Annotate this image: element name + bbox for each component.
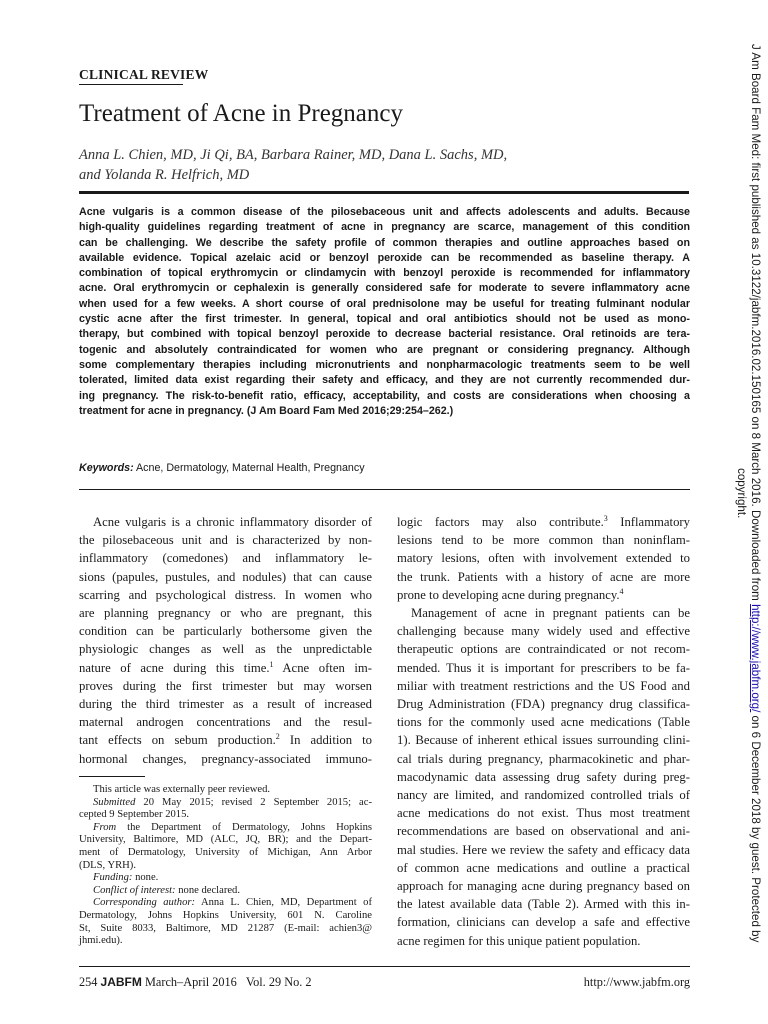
body-line: physiologic changes as well as the unpredictable: [79, 642, 372, 657]
download-notice-text: on 6 December 2018 by guest. Protected by: [749, 712, 762, 943]
body-line: Drug Administration (FDA) pregnancy drug classifica-: [397, 697, 690, 712]
abstract-line: some complementary therapies including micronutrients and nonpharmacologic treatments seem to be well: [79, 358, 690, 371]
body-text: tant effects on sebum production.: [79, 733, 276, 748]
body-line: cal trials during pregnancy, pharmacokinetic and phar-: [397, 751, 690, 766]
download-notice: [734, 44, 762, 942]
body-text: In addition to: [279, 733, 372, 748]
body-line: acne regimen for this unique patient population.: [397, 933, 641, 948]
reference-number: 1: [269, 659, 274, 669]
footnote-label: From: [93, 821, 117, 833]
kicker-underline: [79, 84, 183, 85]
body-line: inflammatory (comedones) and inflammatory le-: [79, 551, 372, 566]
footnote-line: This article was externally peer reviewed.: [93, 784, 271, 795]
body-line: maternal androgen concentrations and the resul-: [79, 715, 372, 730]
body-line: the pilosebaceous unit and is characterized by non-: [79, 533, 372, 548]
body-text: prone to developing acne during pregnancy.: [397, 587, 620, 602]
body-column-left: [79, 513, 372, 768]
abstract-line: Acne vulgaris is a common disease of the pilosebaceous unit and affects adolescents and adults. Because: [79, 206, 690, 218]
footnote-line: [79, 822, 372, 835]
footnote-line: jhmi.edu).: [79, 935, 123, 947]
footnote-line: ment of Dermatology, University of Michigan, Ann Arbor: [79, 846, 372, 858]
author-list: [79, 146, 689, 185]
keywords: [79, 461, 690, 476]
body-line: therapeutic options are contraindicated or not recom-: [397, 642, 690, 657]
download-notice-line: copyright.: [735, 468, 748, 519]
body-line: hormonal changes, pregnancy-associated immuno-: [79, 751, 372, 766]
body-line: nancy are limited, and randomized controlled trials of: [397, 788, 690, 803]
footnote-label: Conflict of interest:: [93, 884, 176, 896]
abstract-line: combination of topical erythromycin or clindamycin with benzoyl peroxide is recommended for inflammatory: [79, 267, 690, 280]
keywords-text: Acne, Dermatology, Maternal Health, Pregnancy: [136, 462, 365, 474]
abstract-line: ing pregnancy. The risk-to-benefit ratio, efficacy, acceptability, and costs are considerations when choosing a: [79, 389, 690, 402]
abstract-line: when used for a few weeks. A short course of oral prednisolone may be useful for treating fulminant nodular: [79, 297, 690, 310]
body-line: miliar with treatment restrictions and the US Food and: [397, 678, 690, 693]
abstract: [79, 205, 690, 419]
body-line: approach for managing acne during pregnancy based on: [397, 879, 690, 894]
body-line: acne medications do not exist. Thus most treatment: [397, 806, 690, 821]
abstract-line: high-quality guidelines regarding treatment of acne in pregnancy are scarce, management of this condition: [79, 221, 690, 234]
page-number: 254: [79, 975, 98, 989]
body-line: challenging because many widely used and effective: [397, 624, 690, 639]
footnote-text: the Department of Dermatology, Johns Hopkins: [116, 821, 372, 833]
body-line: mal studies. Here we review the safety and efficacy data: [397, 842, 690, 857]
footnote-line: [79, 797, 372, 810]
body-line: sions (papules, pustules, and nodules) that can cause: [79, 569, 372, 584]
body-line: recommendations are based on observational and ani-: [397, 824, 690, 839]
keywords-label: Keywords:: [79, 462, 134, 474]
body-column-right: [397, 513, 690, 950]
footnote-rule: [79, 776, 145, 777]
body-line: the trunk. Patients with a history of acne are more: [397, 569, 690, 584]
abstract-line: cystic acne after the first trimester. In general, topical and oral antibiotics should not be used as mono-: [79, 313, 690, 326]
footnote-line: cepted 9 September 2015.: [79, 809, 190, 821]
abstract-line: togenic and absolutely contraindicated for women who are pregnant or considering pregnancy. Although: [79, 343, 690, 356]
body-line: macodynamic data assessing drug safety during preg-: [397, 769, 690, 784]
body-line: [397, 513, 690, 531]
journal-name: JABFM: [100, 975, 142, 989]
footnote-label: Corresponding author:: [93, 897, 196, 909]
body-line: proves during the first trimester but may worsen: [79, 678, 372, 693]
body-text: logic factors may also contribute.: [397, 515, 604, 529]
section-kicker: CLINICAL REVIEW: [79, 67, 209, 82]
footnote-text: none declared.: [175, 884, 241, 896]
footnote-text: none.: [132, 872, 159, 884]
body-line: of common acne medications and outline a practical: [397, 860, 690, 875]
footnote-line: (DLS, YRH).: [79, 859, 136, 871]
body-line: the latest available data (Table 2). Armed with this in-: [397, 897, 690, 912]
body-line: lesions tend to be more common than noninflam-: [397, 533, 690, 548]
download-notice-line: [748, 44, 762, 942]
body-line: Acne vulgaris is a chronic inflammatory disorder of: [93, 515, 372, 529]
article-title: Treatment of Acne in Pregnancy: [79, 100, 403, 127]
footnote-text: 20 May 2015; revised 2 September 2015; ac-: [135, 796, 372, 808]
footnote-line: [79, 885, 372, 898]
footnote-line: [79, 897, 372, 910]
body-line: [79, 731, 372, 749]
abstract-line: treatment for acne in pregnancy. (J Am Board Fam Med 2016;29:254–262.): [79, 404, 454, 417]
body-line: Management of acne in pregnant patients can be: [411, 606, 690, 621]
abstract-line: tolerated, limited data exist regarding their safety and efficacy, and they are not currently recommended dur-: [79, 374, 690, 387]
issue-info: March–April 2016 Vol. 29 No. 2: [144, 975, 312, 989]
heavy-rule: [79, 191, 689, 194]
section-rule: [79, 489, 690, 490]
footnote-text: Anna L. Chien, MD, Department of: [195, 897, 372, 909]
download-link[interactable]: http://www.jabfm.org/: [749, 604, 762, 713]
reference-number: 4: [619, 586, 624, 596]
abstract-line: available evidence. Topical azelaic acid or benzoyl peroxide can be recommended as baseline therapy. A: [79, 251, 690, 264]
body-line: condition can be particularly bothersome given the: [79, 624, 372, 639]
body-text: Acne often im-: [273, 660, 372, 675]
footer-rule: [79, 966, 690, 967]
author-line: Anna L. Chien, MD, Ji Qi, BA, Barbara Rainer, MD, Dana L. Sachs, MD,: [79, 147, 508, 163]
reference-number: 2: [275, 732, 280, 742]
abstract-line: acne. Oral erythromycin or cephalexin is generally considered safe for moderate to severe inflammatory acne: [79, 282, 690, 295]
footnote-line: University, Baltimore, MD (ALC, JQ, BR); and the Depart-: [79, 834, 372, 846]
footnote-line: [79, 872, 372, 885]
body-line: [397, 586, 690, 604]
body-line: mended. Thus it is important for prescribers to be fa-: [397, 660, 690, 675]
footer-citation: [79, 973, 479, 991]
footnote-label: Submitted: [93, 796, 136, 808]
body-text: Inflammatory: [607, 515, 690, 529]
abstract-line: can be challenging. We describe the safety profile of common therapies and outline approaches based on: [79, 236, 690, 249]
footnotes: [79, 784, 372, 948]
author-line: and Yolanda R. Helfrich, MD: [79, 166, 250, 183]
body-text: nature of acne during this time.: [79, 660, 270, 675]
footnote-line: St, Suite 8033, Baltimore, MD 21287 (E-mail: achien3@: [79, 922, 372, 934]
abstract-line: therapy, but combined with topical benzoyl peroxide to decrease bacterial resistance. Oral retinoids are tera-: [79, 328, 690, 341]
body-line: formation, clinicians can develop a safe and effective: [397, 915, 690, 930]
body-line: matory lesions, often with involvement extended to: [397, 551, 690, 566]
body-line: 1). Because of inherent ethical issues surrounding clini-: [397, 733, 690, 748]
footnote-label: Funding:: [93, 872, 133, 884]
body-line: tions for the commonly used acne medications (Table: [397, 715, 690, 730]
download-notice-text: J Am Board Fam Med: first published as 10.3122/jabfm.2016.02.150165 on 8 March 2016. Downloaded from: [749, 44, 762, 605]
reference-number: 3: [603, 513, 608, 523]
footer-url[interactable]: http://www.jabfm.org: [583, 975, 690, 989]
footnote-line: Dermatology, Johns Hopkins University, 601 N. Caroline: [79, 909, 372, 921]
body-line: scarring and psychological distress. In women who: [79, 587, 372, 602]
body-line: are planning pregnancy or who are pregnant, this: [79, 606, 372, 621]
body-line: [79, 659, 372, 677]
body-line: during the third trimester as a result of increased: [79, 697, 372, 712]
